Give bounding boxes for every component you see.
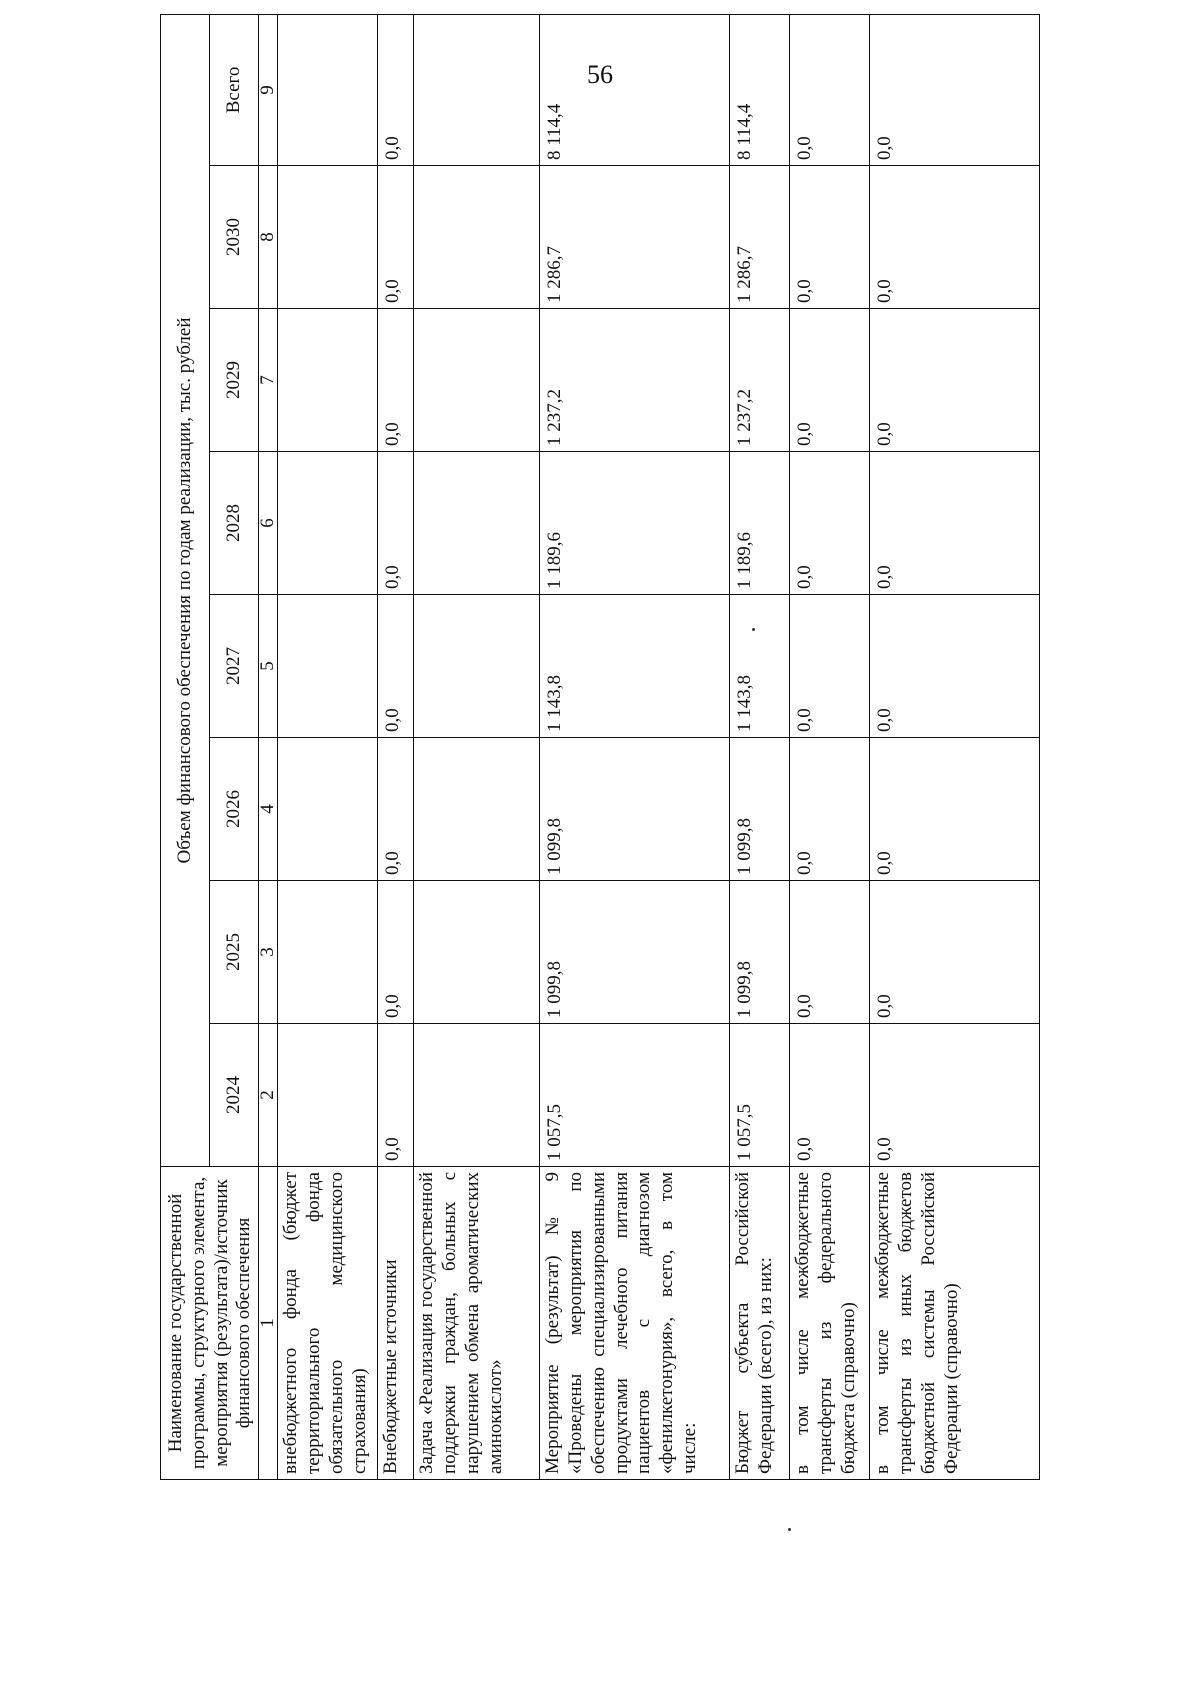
cell-value: 1 099,8	[730, 738, 790, 881]
row-label: Внебюджетные источники	[378, 1167, 414, 1480]
cell-value	[278, 14, 378, 165]
cell-value: 0,0	[790, 738, 870, 881]
cell-value: 0,0	[790, 166, 870, 309]
scan-speck	[752, 628, 755, 631]
cell-value: 0,0	[378, 452, 414, 595]
column-number-row	[259, 14, 278, 1479]
row-label: Бюджет субъекта Российской Федерации (всего), из них:	[730, 1167, 790, 1480]
header-year: 2025	[210, 881, 259, 1024]
cell-value	[414, 881, 540, 1024]
cell-value: 1 286,7	[540, 166, 730, 309]
cell-value: 0,0	[378, 309, 414, 452]
cell-value	[414, 1024, 540, 1167]
table-row	[540, 14, 730, 1479]
cell-value	[414, 452, 540, 595]
header-year: Всего	[210, 14, 259, 165]
scan-speck	[788, 1528, 791, 1531]
cell-value: 1 099,8	[540, 738, 730, 881]
header-year: 2026	[210, 738, 259, 881]
table-row	[870, 14, 1040, 1479]
rotated-table-container	[160, 66, 1040, 1480]
cell-value	[414, 166, 540, 309]
cell-value: 1 237,2	[730, 309, 790, 452]
header-name: Наименование государственной программы, структурного элемента, мероприятия (результата)/источник финансового обеспечения	[161, 1167, 259, 1480]
cell-value: 0,0	[378, 881, 414, 1024]
page-number: 56	[587, 60, 613, 89]
cell-value: 0,0	[870, 738, 1040, 881]
row-label: в том числе межбюджетные трансферты из иных бюджетов бюджетной системы Российской Федерации (справочно)	[870, 1167, 1040, 1480]
row-label: Задача «Реализация государственной поддержки граждан, больных с нарушением обмена ароматических аминокислот»	[414, 1167, 540, 1480]
cell-value: 1 237,2	[540, 309, 730, 452]
cell-value: 1 189,6	[540, 452, 730, 595]
cell-value: 1 057,5	[540, 1024, 730, 1167]
cell-value: 0,0	[870, 309, 1040, 452]
cell-value: 0,0	[870, 14, 1040, 165]
cell-value: 1 189,6	[730, 452, 790, 595]
column-number: 1	[259, 1167, 278, 1480]
cell-value	[278, 595, 378, 738]
cell-value: 0,0	[790, 881, 870, 1024]
column-number: 5	[259, 595, 278, 738]
header-year: 2024	[210, 1024, 259, 1167]
column-number: 4	[259, 738, 278, 881]
cell-value: 0,0	[870, 595, 1040, 738]
cell-value: 1 057,5	[730, 1024, 790, 1167]
cell-value	[414, 309, 540, 452]
header-year: 2030	[210, 166, 259, 309]
cell-value: 8 114,4	[730, 14, 790, 165]
table-row	[790, 14, 870, 1479]
table-row	[378, 14, 414, 1479]
column-number: 2	[259, 1024, 278, 1167]
row-label: внебюджетного фонда (бюджет территориального фонда обязательного медицинского страхования)	[278, 1167, 378, 1480]
cell-value: 1 286,7	[730, 166, 790, 309]
cell-value: 0,0	[790, 1024, 870, 1167]
cell-value: 0,0	[378, 1024, 414, 1167]
cell-value	[278, 881, 378, 1024]
cell-value: 0,0	[870, 881, 1040, 1024]
cell-value: 1 099,8	[730, 881, 790, 1024]
cell-value: 0,0	[870, 166, 1040, 309]
row-label: в том числе межбюджетные трансферты из федерального бюджета (справочно)	[790, 1167, 870, 1480]
cell-value: 0,0	[790, 595, 870, 738]
cell-value: 0,0	[790, 309, 870, 452]
cell-value	[278, 1024, 378, 1167]
financing-table	[160, 14, 1040, 1480]
cell-value: 1 099,8	[540, 881, 730, 1024]
table-row	[414, 14, 540, 1479]
column-number: 3	[259, 881, 278, 1024]
cell-value: 0,0	[378, 14, 414, 165]
cell-value: 0,0	[790, 14, 870, 165]
cell-value	[278, 452, 378, 595]
cell-value	[278, 166, 378, 309]
cell-value	[414, 14, 540, 165]
cell-value: 1 143,8	[540, 595, 730, 738]
cell-value: 0,0	[870, 1024, 1040, 1167]
cell-value: 0,0	[378, 166, 414, 309]
row-label: Мероприятие (результат) № 9 «Проведены мероприятия по обеспечению специализированными продуктами лечебного питания пациентов с диагнозом «фенилкетонурия», всего, в том числе:	[540, 1167, 730, 1480]
column-number: 9	[259, 14, 278, 165]
table-row	[278, 14, 378, 1479]
cell-value: 0,0	[870, 452, 1040, 595]
column-number: 8	[259, 166, 278, 309]
cell-value	[414, 738, 540, 881]
header-row-1	[161, 14, 210, 1479]
cell-value	[278, 309, 378, 452]
header-year: 2027	[210, 595, 259, 738]
cell-value: 1 143,8	[730, 595, 790, 738]
cell-value: 8 114,4	[540, 14, 730, 165]
cell-value: 0,0	[790, 452, 870, 595]
table-row	[730, 14, 790, 1479]
cell-value	[414, 595, 540, 738]
header-volume: Объем финансового обеспечения по годам реализации, тыс. рублей	[161, 14, 210, 1166]
cell-value: 0,0	[378, 738, 414, 881]
header-year: 2028	[210, 452, 259, 595]
cell-value: 0,0	[378, 595, 414, 738]
column-number: 7	[259, 309, 278, 452]
column-number: 6	[259, 452, 278, 595]
cell-value	[278, 738, 378, 881]
header-year: 2029	[210, 309, 259, 452]
